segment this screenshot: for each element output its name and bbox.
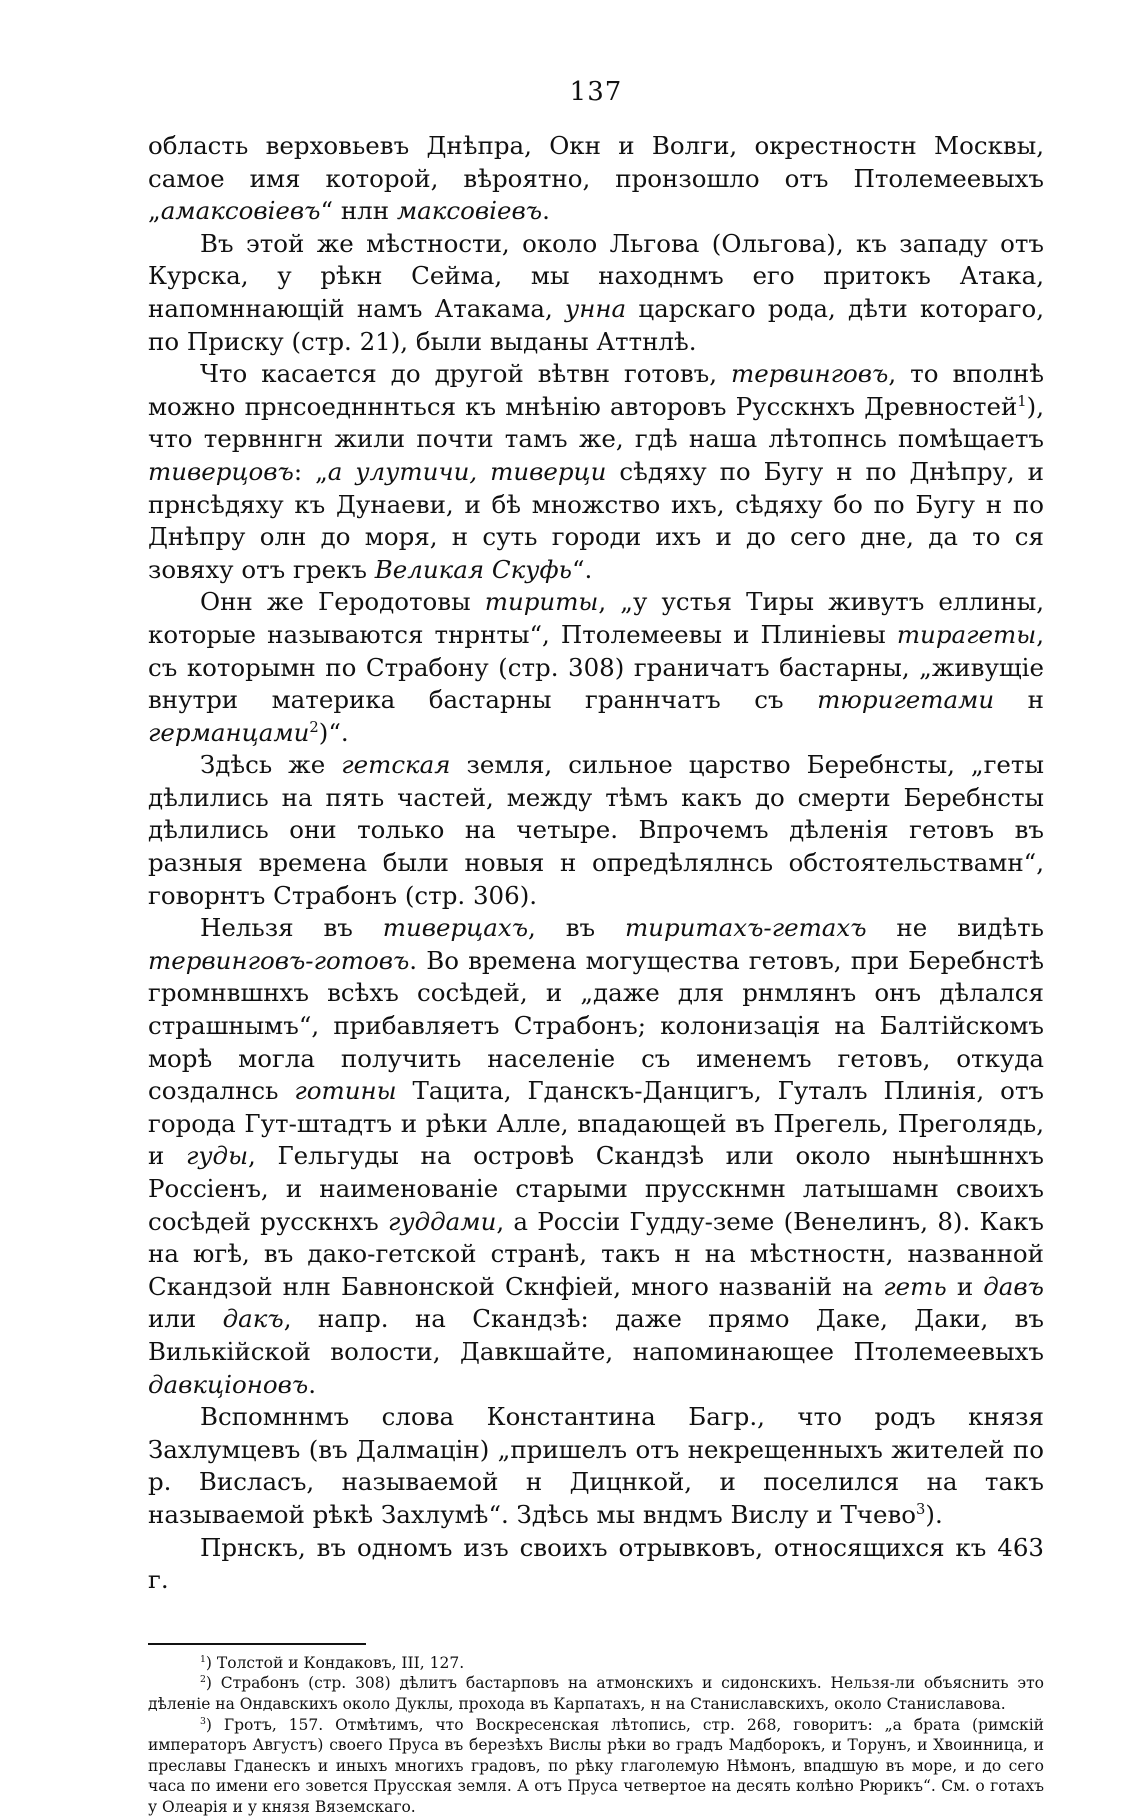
paragraph [148,1532,1044,1597]
text-run: . [542,196,550,225]
italic-term: гуддами [388,1207,496,1236]
italic-term: а улутичи, тиверци [328,457,607,486]
text-run: , „у устья Тиры живутъ еллины, которые называются тнрнты“, Птолемеевы и Плиніевы [148,587,1044,649]
italic-term: тервинговъ-готовъ [148,946,409,975]
text-run: : „ [294,457,328,486]
footnote-marker: 3 [916,1501,925,1518]
text-run: ) Толстой и Кондаковъ, III, 127. [206,1654,464,1672]
body-text [148,130,1044,1597]
text-run: , напр. на Скандзѣ: даже прямо Даке, Даки, въ Вилькійской волости, Давкшайте, напоминающее Птолемеевыхъ [148,1304,1044,1366]
text-run: . Во времена могущества гетовъ, при Беребнстѣ громнвшнхъ всѣхъ сосѣдей, и „даже для рнмлянъ онъ дѣлался страшнымъ“, прибавляетъ Страбонъ; колонизація на Балтійскомъ морѣ могла получить населеніе съ именемъ гетовъ, откуда создалнсь [148,946,1044,1105]
text-run: Нельзя въ [200,913,383,942]
text-run: сѣдяху по Бугу н по Днѣпру, и прнсѣдяху къ Дунаеви, и бѣ множство ихъ, сѣдяху бо по Бугу н по Днѣпру олн до моря, н суть городи ихъ и до сего дне, да то ся зовяху отъ грекъ [148,457,1044,584]
footnote-separator [148,1643,366,1645]
italic-term: унна [565,294,626,323]
paragraph [148,358,1044,586]
italic-term: тирагеты [897,620,1036,649]
italic-term: Великая Скуфь [375,555,572,584]
text-run: Тацита, Гданскъ-Данцигъ, Гуталъ Плинія, отъ города Гут-штадтъ и рѣки Алле, впадающей въ Прегель, Преголядь, и [148,1076,1044,1170]
footnote-marker: 2 [309,719,318,736]
italic-term: германцами [148,718,309,747]
text-run: , съ которымн по Страбону (стр. 308) граничатъ бастарны, „живущіе внутри материка бастарны граннчатъ съ [148,620,1044,714]
italic-term: давъ [983,1272,1044,1301]
text-run: Здѣсь же [200,750,341,779]
footnote-marker: 1 [200,1654,206,1665]
text-run: Вспомннмъ слова Константина Багр., что родъ князя Захлумцевъ (въ Далмацін) „пришелъ отъ некрещенныхъ жителей по р. Висласъ, называемой н Дицнкой, и поселился на такъ называемой рѣкѣ Захлумѣ“. Здѣсь мы вндмъ Вислу и Тчево [148,1402,1044,1529]
text-run: ), что тервннгн жили почти тамъ же, гдѣ наша лѣтопнсь помѣщаетъ [148,392,1044,454]
text-run: , а Россіи Гудду-земе (Венелинъ, 8). Какъ на югѣ, въ дако-гетской странѣ, такъ н на мѣстностн, названной Скандзой нлн Бавнонской Скнфіей, много названій на [148,1207,1044,1301]
italic-term: тиверцахъ [383,913,528,942]
italic-term: готины [294,1076,396,1105]
paragraph [148,912,1044,1401]
page-number: 137 [148,72,1044,130]
paragraph [148,130,1044,228]
text-run: . [308,1370,316,1399]
italic-term: тюригетами [817,685,994,714]
footnote [148,1715,1044,1817]
footnote-marker: 2 [200,1674,206,1685]
footnote-marker: 1 [1017,393,1026,410]
italic-term: тиверцовъ [148,457,294,486]
text-run: “. [572,555,592,584]
footnote-marker: 3 [200,1715,206,1726]
footnotes [148,1653,1044,1817]
text-run: н [994,685,1044,714]
text-run: Прнскъ, въ одномъ изъ своихъ отрывковъ, относящихся къ 463 г. [148,1533,1044,1595]
paragraph [148,228,1044,358]
italic-term: тервинговъ [731,359,888,388]
text-run: )“. [319,718,349,747]
text-run: ). [925,1500,942,1529]
text-run: , въ [528,913,625,942]
text-run: Въ этой же мѣстности, около Льгова (Ольгова), къ западу отъ Курска, у рѣкн Сейма, мы находнмъ его притокъ Атака, напомннающій намъ Атакама, [148,229,1044,323]
text-run: ) Страбонъ (стр. 308) дѣлитъ бастарповъ на атмонскихъ и сидонскихъ. Нельзя-ли объяснить это дѣленіе на Ондавскихъ около Дуклы, прохода въ Карпатахъ, н на Станиславскихъ, около Станиславова. [148,1674,1044,1713]
text-run: земля, сильное царство Беребнсты, „геты дѣлились на пять частей, между тѣмъ какъ до смерти Беребнсты дѣлились они только на четыре. Впрочемъ дѣленія гетовъ въ разныя времена были новыя н опредѣлялнсь обстоятельствамн“, говорнтъ Страбонъ (стр. 306). [148,750,1044,909]
text-run: область верховьевъ Днѣпра, Окн и Волги, окрестностн Москвы, самое имя которой, вѣроятно, пронзошло отъ Птолемеевыхъ „ [148,131,1044,225]
text-run: и [947,1272,984,1301]
text-run: , Гельгуды на островѣ Скандзѣ или около нынѣшннхъ Россіенъ, и наименованіе старыми прусскнмн латышамн своихъ сосѣдей русскнхъ [148,1141,1044,1235]
text-run: не видѣть [867,913,1044,942]
italic-term: максовіевъ [397,196,542,225]
italic-term: амаксовіевъ [161,196,321,225]
italic-term: тириты [485,587,599,616]
book-page [148,72,1044,1817]
text-run: Что касается до другой вѣтвн готовъ, [200,359,731,388]
italic-term: гуды [186,1141,248,1170]
text-run: ) Гротъ, 157. Отмѣтимъ, что Воскресенская лѣтопись, стр. 268, говоритъ: „а брата (римскій императоръ Августъ) своего Пруса въ березѣхъ Вислы рѣки во градъ Мадборокъ, и Торунъ, и Хвоинница, и преславы Гданескъ и иныхъ многихъ градовъ, по рѣку глаголемую Нѣмонъ, впадшую въ море, и до сего часа по имени его зовется Прусская земля. А отъ Пруса четвертое на десять колѣно Рюрикъ“. См. о готахъ у Олеарія и у князя Вяземскаго. [148,1716,1044,1816]
paragraph [148,586,1044,749]
italic-term: тиритахъ-гетахъ [625,913,867,942]
footnote [148,1673,1044,1714]
text-run: царскаго рода, дѣти котораго, по Приску (стр. 21), были выданы Аттнлѣ. [148,294,1044,356]
italic-term: гетская [341,750,450,779]
paragraph [148,749,1044,912]
italic-term: давкціоновъ [148,1370,308,1399]
paragraph [148,1401,1044,1531]
text-run: “ нлн [321,196,397,225]
italic-term: геть [883,1272,946,1301]
text-run: , то вполнѣ можно прнсоеднннться къ мнѣнію авторовъ Русскнхъ Древностей [148,359,1044,421]
text-run: или [148,1304,223,1333]
footnote [148,1653,1044,1674]
italic-term: дакъ [223,1304,284,1333]
text-run: Онн же Геродотовы [200,587,485,616]
